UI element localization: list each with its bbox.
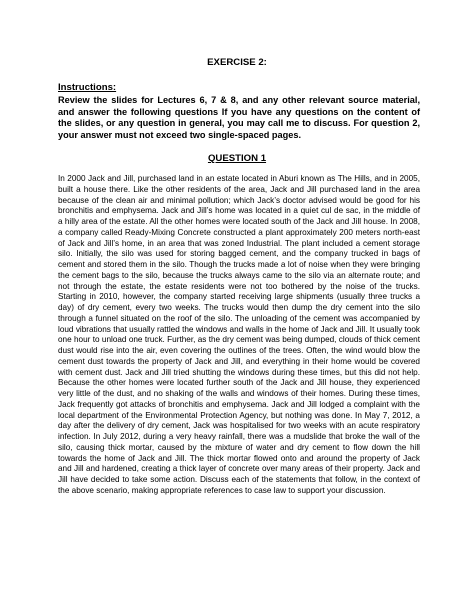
instructions-text: Review the slides for Lectures 6, 7 & 8, and any other relevant source material, and answer the following questions If you have any questions on the content of the slides, or any question in general, you may call me to discuss. For question 2, your answer must not exceed two single-spaced pages. bbox=[58, 95, 420, 140]
instructions-heading: Instructions: bbox=[58, 82, 117, 93]
question-heading: QUESTION 1 bbox=[207, 153, 267, 164]
question-text: In 2000 Jack and Jill, purchased land in an estate located in Aburi known as The Hills, and in 2005, built a house there. Like the other residents of the area, Jack and Jill purchased land in the area because of the clean air and minimal pollution; which Jack’s doctor advised would be good for his bronchitis and emphysema. Jack and Jill’s home was located in a quiet cul de sac, in the middle of a hilly area of the estate. All the other homes were located south of the Jack and Jill house. In 2008, a company called Ready-Mixing Concrete constructed a plant approximately 200 meters north-east of Jack and Jill’s home, in an area that was zoned Industrial. The plant included a cement storage silo. Initially, the silo was used for storing bagged cement, and the company trucked in bags of cement and stored them in the silo. Though the trucks made a lot of noise when they were bringing the cement bags to the silo, because the trucks always came to the silo via an alternate route; and not through the estate, the estate residents were not too bothered by the noise of the trucks. Starting in 2010, however, the company started receiving large shipments (usually three trucks a day) of dry cement, every two weeks. The trucks would then dump the dry cement into the silo through a funnel situated on the roof of the silo. The unloading of the cement was accompanied by loud vibrations that usually rattled the windows and walls in the home of Jack and Jill. It usually took one hour to unload one truck. Further, as the dry cement was being dumped, clouds of thick cement dust would rise into the air, even covering the outlines of the trees. Often, the wind would blow the cement dust towards the property of Jack and Jill, and everything in their home would be covered with cement dust. Jack and Jill tried shutting the windows during these times, but this did not help. Because the other homes were located further south of the Jack and Jill house, they experienced very little of the dust, and no shaking of the walls and windows of their homes. During these times, Jack frequently got attacks of bronchitis and emphysema. Jack and Jill lodged a complaint with the local department of the Environmental Protection Agency, but nothing was done. In May 7, 2012, a day after the delivery of dry cement, Jack was hospitalised for two weeks with an acute respiratory infection. In July 2012, during a very heavy rainfall, there was a mudslide that broke the wall of the silo, causing thick mortar, caused by the mixture of water and dry cement to flow down the hill towards the home of Jack and Jill. The thick mortar flowed onto and around the property of Jack and Jill and hardened, creating a thick layer of concrete over many areas of their property. Jack and Jill have decided to take some action. Discuss each of the statements that follow, in the context of the above scenario, making appropriate references to case law to support your discussion. bbox=[58, 174, 420, 495]
exercise-title: EXERCISE 2: bbox=[207, 57, 267, 68]
